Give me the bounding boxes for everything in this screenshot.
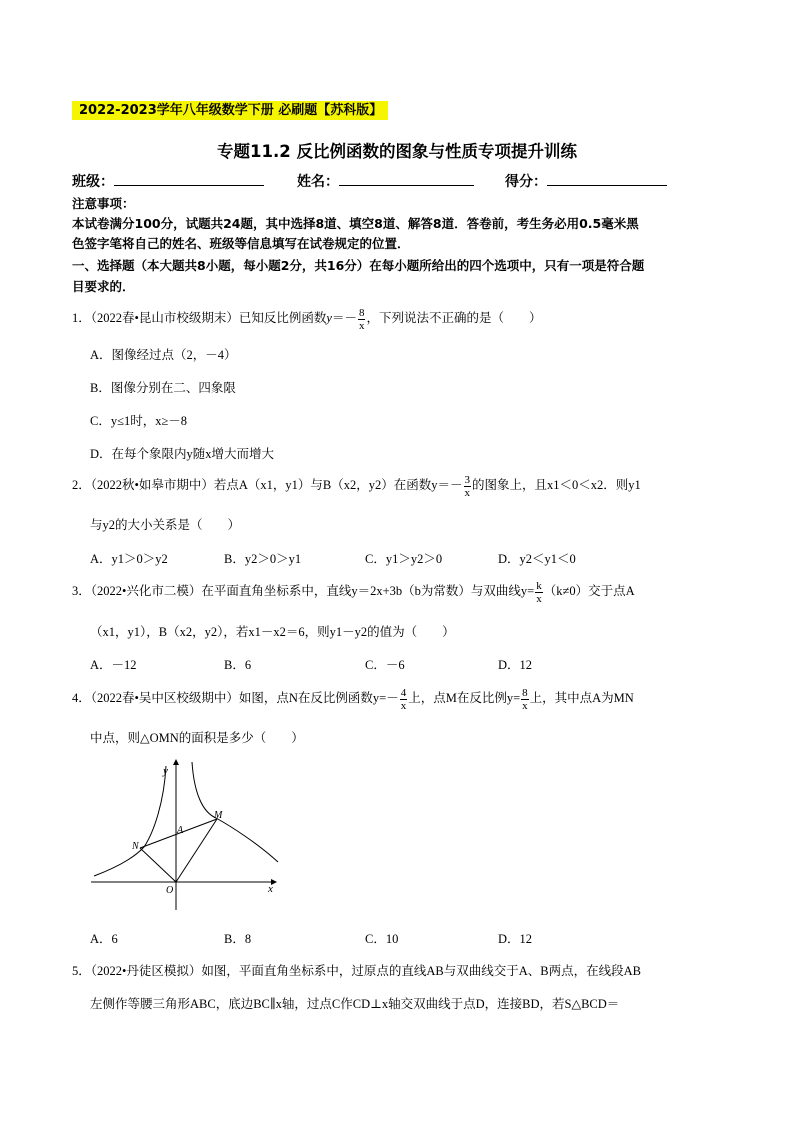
q1-option-a[interactable]: A．图像经过点（2，－4） <box>90 348 237 362</box>
q1-option-c[interactable]: C．y≤1时，x≥－8 <box>90 414 188 428</box>
q2-stem <box>72 470 641 500</box>
q2-text: 2．（2022秋•如皋市期中）若点 <box>72 478 239 492</box>
q4-stem <box>72 683 634 713</box>
q1-post: ，下列说法不正确的是（ ） <box>366 311 542 325</box>
q2-option-b[interactable]: B．y2＞0＞y1 <box>224 552 302 566</box>
q4-option-d[interactable]: D．12 <box>498 932 533 946</box>
q2-option-d[interactable]: D．y2＜y1＜0 <box>498 552 576 566</box>
q1-stem <box>72 303 541 333</box>
right-hyperbola <box>192 762 278 862</box>
notes-line-1: 本试卷满分100分，试题共24题，其中选择8道、填空8道、解答8道．答卷前，考生务必用0.5毫米黑 <box>72 216 639 231</box>
q3-option-b[interactable]: B．6 <box>224 658 252 672</box>
q1-fraction <box>358 307 366 332</box>
fig-label-x: x <box>268 883 273 895</box>
fig-label-m: M <box>214 810 223 821</box>
name-blank[interactable] <box>339 171 474 186</box>
q3-text: 3．（2022•兴化市二模）在平面直角坐标系中，直线y＝2x+3b（b为常数）与双曲线y= <box>72 584 535 598</box>
q2-option-a[interactable]: A．y1＞0＞y2 <box>90 552 168 566</box>
q3-option-a[interactable]: A．－12 <box>90 658 137 672</box>
notes-line-2: 色签字笔将自己的姓名、班级等信息填写在试卷规定的位置． <box>72 236 410 251</box>
q2-fraction <box>464 474 472 499</box>
section-line-2: 目要求的． <box>72 279 135 294</box>
score-blank[interactable] <box>547 171 667 186</box>
q4-numerator-2: 8 <box>522 686 528 699</box>
q4-text: 4．（2022春•吴中区校级期中）如图，点N在反比例函数y=－ <box>72 691 399 705</box>
q5-line-1: 5．（2022•丹徒区模拟）如图，平面直角坐标系中，过原点的直线AB与双曲线交于A、B两点，在线段AB <box>72 964 641 978</box>
section-line-1: 一、选择题（本大题共8小题，每小题2分，共16分）在每小题所给出的四个选项中，只有一项是符合题 <box>72 258 645 273</box>
q1-denominator: x <box>358 319 365 332</box>
q1-numerator: 8 <box>358 306 365 319</box>
q4-numerator-1: 4 <box>400 686 407 699</box>
notes-heading: 注意事项： <box>72 196 135 211</box>
q4-fraction-1 <box>400 687 408 712</box>
q1-text: 1．（2022春•昆山市校级期末）已知反比例函数 <box>72 311 327 325</box>
q3-line-2: （x1，y1），B（x2，y2），若x1－x2＝6，则y1－y2的值为（ ） <box>90 625 455 639</box>
q3-post: （k≠0）交于点A <box>543 584 635 598</box>
q4-option-b[interactable]: B．8 <box>224 932 252 946</box>
q4-mid: 上，点M在反比例y= <box>408 691 521 705</box>
q4-option-c[interactable]: C．10 <box>365 932 399 946</box>
segment-on <box>140 848 176 882</box>
class-label: 班级： <box>72 174 114 190</box>
q2-denominator: x <box>464 486 471 499</box>
q3-option-d[interactable]: D．12 <box>498 658 533 672</box>
q4-fraction-2 <box>521 687 529 712</box>
class-field <box>72 171 264 191</box>
q4-option-a[interactable]: A．6 <box>90 932 118 946</box>
q3-numerator: k <box>536 579 542 592</box>
q2-option-c[interactable]: C．y1＞y2＞0 <box>365 552 443 566</box>
page-title: 专题11.2 反比例函数的图象与性质专项提升训练 <box>217 142 577 161</box>
q2-points: A（x1，y1）与B（x2，y2）在函数y＝－ <box>238 478 463 492</box>
q2-post: 的图象上，且x1＜0＜x2．则y1 <box>472 478 641 492</box>
q5-line-2: 左侧作等腰三角形ABC，底边BC∥x轴，过点C作CD⊥x轴交双曲线于点D，连接BD，若S△BCD＝ <box>90 997 620 1011</box>
fig-label-o: O <box>166 885 174 896</box>
name-label: 姓名： <box>297 174 339 190</box>
q3-denominator: x <box>536 592 542 605</box>
q3-option-c[interactable]: C．－6 <box>365 658 405 672</box>
q3-stem <box>72 576 635 606</box>
q3-fraction <box>535 580 543 605</box>
q4-figure <box>88 752 288 917</box>
q4-denominator-1: x <box>400 699 407 712</box>
left-hyperbola <box>94 766 166 876</box>
fig-label-y: y <box>163 765 168 777</box>
fig-label-n: N <box>132 841 139 852</box>
class-blank[interactable] <box>114 171 264 186</box>
q1-option-d[interactable]: D．在每个象限内y随x增大而增大 <box>90 447 275 461</box>
score-field <box>505 171 667 191</box>
score-label: 得分： <box>505 174 547 190</box>
fig-label-a: A <box>177 825 184 836</box>
q4-line-2: 中点，则△OMN的面积是多少（ ） <box>90 731 304 745</box>
name-field <box>297 171 474 191</box>
q4-denominator-2: x <box>522 699 528 712</box>
q1-var-y: y <box>326 311 332 325</box>
q1-option-b[interactable]: B．图像分别在二、四象限 <box>90 381 236 395</box>
q4-post: 上，其中点A为MN <box>529 691 634 705</box>
header-banner: 2022-2023学年八年级数学下册 必刷题【苏科版】 <box>72 101 388 120</box>
q2-numerator: 3 <box>464 473 471 486</box>
q1-eq: ＝－ <box>331 311 357 325</box>
q2-line-2: 与y2的大小关系是（ ） <box>90 518 241 532</box>
